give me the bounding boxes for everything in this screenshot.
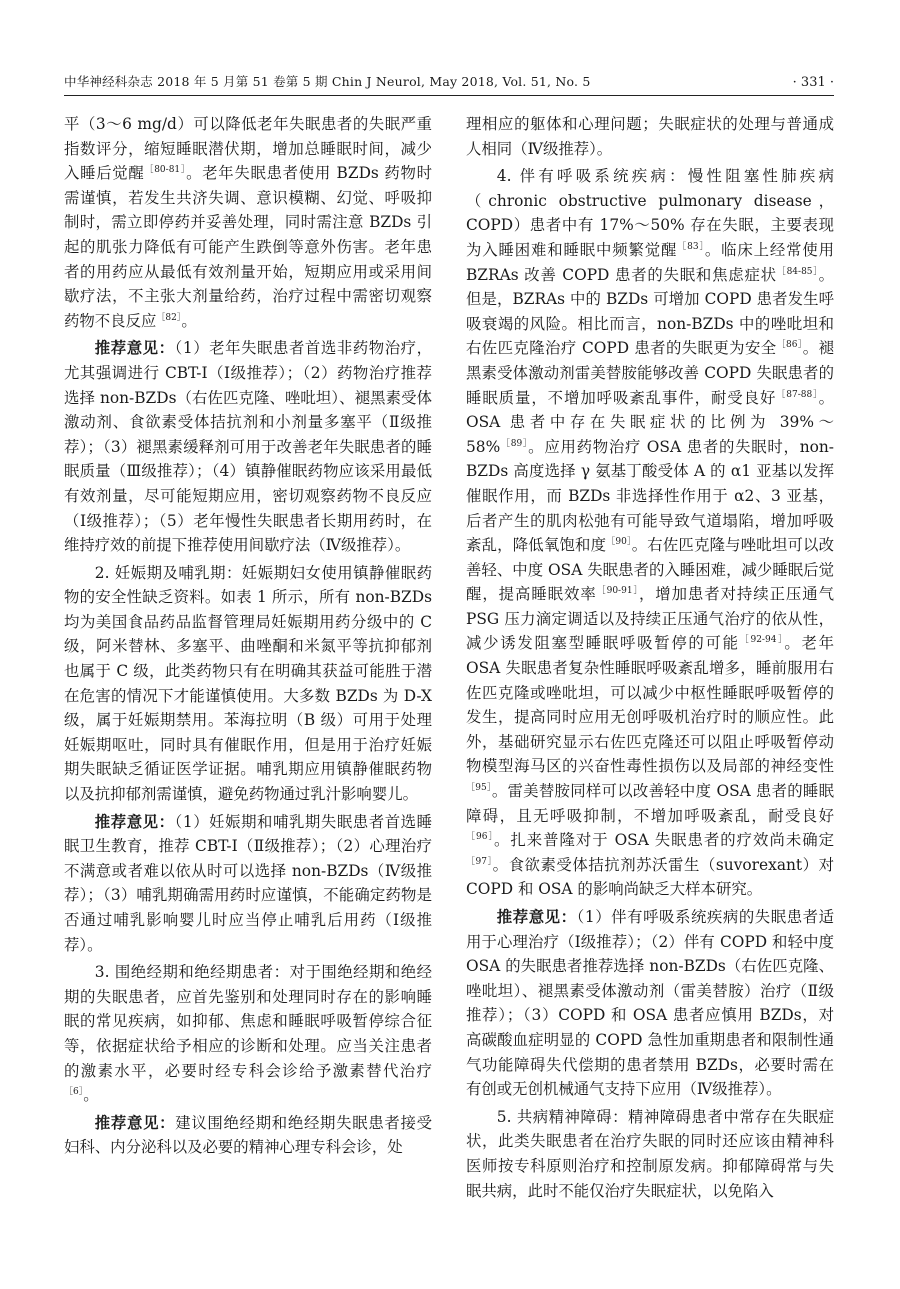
paragraph-menopause-cont: 理相应的躯体和心理问题；失眠症状的处理与普通成人相同（Ⅳ级推荐）。 — [466, 115, 834, 158]
citation-ref: ［90］ — [606, 536, 632, 547]
left-column — [64, 112, 432, 1163]
citation-ref: ［83］ — [677, 241, 705, 252]
paragraph-menopause: 3. 围绝经期和绝经期患者：对于围绝经期和绝经期的失眠患者，应首先鉴别和处理同时存在的影响睡眠的常见疾病，如抑郁、焦虑和睡眠呼吸暂停综合征等，依据症状给予相应的诊断和处理。应当关注患者的激素水平，必要时经专科会诊给予激素替代治疗$^{[6]}$。 — [64, 963, 432, 1105]
citation-ref: ［6］ — [64, 1087, 84, 1098]
citation-ref: ［87-88］ — [776, 389, 819, 400]
page-number: · 331 · — [792, 75, 834, 90]
citation-ref: ［92-94］ — [739, 635, 785, 646]
recommendation-label: 推荐意见： — [496, 908, 577, 926]
running-header — [64, 72, 834, 96]
citation-ref: ［97］ — [466, 856, 493, 867]
recommendation-pregnancy: 推荐意见：（1）妊娠期和哺乳期失眠患者首选睡眠卫生教育，推荐 CBT-I（Ⅱ级推荐）；（2）心理治疗不满意或者难以依从时可以选择 non-BZDs（Ⅳ级推荐）；（3）哺乳期确需用药时应谨慎，不能确定药物是否通过哺乳影响婴儿时应当停止哺乳后用药（Ⅰ级推荐）。 — [64, 812, 432, 954]
right-column — [466, 112, 834, 1206]
citation-ref: ［90-91］ — [596, 586, 639, 597]
citation-ref: ［86］ — [776, 340, 803, 351]
recommendation-menopause: 推荐意见：建议围绝经期和绝经期失眠患者接受妇科、内分泌科以及必要的精神心理专科会诊，处 — [64, 1113, 432, 1157]
paragraph-pregnancy: 2. 妊娠期及哺乳期：妊娠期妇女使用镇静催眠药物的安全性缺乏资料。如表 1 所示，所有 non-BZDs 均为美国食品药品监督管理局妊娠期用药分级中的 C 级，阿米替林、多塞平、曲唑酮和米氮平等抗抑郁剂也属于 C 级，此类药物只有在明确其获益可能胜于潜在危害的情况下才能谨慎使用。大多数 BZDs 为 D-X 级，属于妊娠期禁用。苯海拉明（B 级）可用于处理妊娠期呕吐，同时具有催眠作用，但是用于治疗妊娠期失眠缺乏循证医学证据。哺乳期应用镇静催眠药物以及抗抑郁剂需谨慎，避免药物通过乳汁影响婴儿。 — [64, 563, 432, 804]
citation-ref: ［82］ — [156, 312, 182, 323]
paragraph-elderly-drugs: 平（3～6 mg/d）可以降低老年失眠患者的失眠严重指数评分，缩短睡眠潜伏期，增加总睡眠时间，减少入睡后觉醒$^{[80-81]}$。老年失眠患者使用 BZDs 药物时需谨慎，若发生共济失调、意识模糊、幻觉、呼吸抑制时，需立即停药并妥善处理，同时需注意 BZDs 引起的肌张力降低有可能产生跌倒等意外伤害。老年患者的用药应从最低有效剂量开始，短期应用或采用间歇疗法，不主张大剂量给药，治疗过程中需密切观察药物不良反应$^{[82]}$。 — [64, 115, 432, 330]
recommendation-label: 推荐意见： — [94, 339, 175, 358]
citation-ref: ［89］ — [500, 438, 529, 449]
journal-citation: 中华神经科杂志 2018 年 5 月第 51 卷第 5 期 Chin J Neurol, May 2018, Vol. 51, No. 5 — [64, 74, 591, 89]
paragraph-respiratory: 4. 伴有呼吸系统疾病：慢性阻塞性肺疾病（chronic obstructive pulmonary disease，COPD）患者中有 17%～50% 存在失眠，主要表现为入睡困难和睡眠中频繁觉醒$^{[83]}$。临床上经常使用 BZRAs 改善 COPD 患者的失眠和焦虑症状$^{[84-85]}$。但是，BZRAs 中的 BZDs 可增加 COPD 患者发生呼吸衰竭的风险。相比而言，non-BZDs 中的唑吡坦和右佐匹克隆治疗 COPD 患者的失眠更为安全$^{[86]}$。褪黑素受体激动剂雷美替胺能够改善 COPD 失眠患者的睡眠质量，不增加呼吸紊乱事件，耐受良好$^{[87-88]}$。OSA 患者中存在失眠症状的比例为 39%～58%$^{[89]}$。应用药物治疗 OSA 患者的失眠时，non-BZDs 高度选择 γ 氨基丁酸受体 A 的 α1 亚基以发挥催眠作用，而 BZDs 非选择性作用于 α2、3 亚基，后者产生的肌肉松弛有可能导致气道塌陷，增加呼吸紊乱，降低氧饱和度$^{[90]}$。右佐匹克隆与唑吡坦可以改善轻、中度 OSA 失眠患者的入睡困难，减少睡眠后觉醒，提高睡眠效率$^{[90-91]}$，增加患者对持续正压通气 PSG 压力滴定调适以及持续正压通气治疗的依从性，减少诱发阻塞型睡眠呼吸暂停的可能$^{[92-94]}$。老年 OSA 失眠患者复杂性睡眠呼吸紊乱增多，睡前服用右佐匹克隆或唑吡坦，可以减少中枢性睡眠呼吸暂停的发生，提高同时应用无创呼吸机治疗时的顺应性。此外，基础研究显示右佐匹克隆还可以阻止呼吸暂停动物模型海马区的兴奋性毒性损伤以及局部的神经变性$^{[95]}$。雷美替胺同样可以改善轻中度 OSA 患者的睡眠障碍，且无呼吸抑制，不增加呼吸紊乱，耐受良好$^{[96]}$。扎来普隆对于 OSA 失眠患者的疗效尚未确定$^{[97]}$。食欲素受体拮抗剂苏沃雷生（suvorexant）对 COPD 和 OSA 的影响尚缺乏大样本研究。 — [466, 167, 835, 899]
citation-ref: ［95］ — [466, 782, 492, 793]
recommendation-label: 推荐意见： — [94, 1113, 176, 1132]
recommendation-respiratory: 推荐意见：（1）伴有呼吸系统疾病的失眠患者适用于心理治疗（Ⅰ级推荐）；（2）伴有 COPD 和轻中度 OSA 的失眠患者推荐选择 non-BZDs（右佐匹克隆、唑吡坦）、褪黑素受体激动剂（雷美替胺）治疗（Ⅱ级推荐）；（3）COPD 和 OSA 患者应慎用 BZDs，对高碳酸血症明显的 COPD 急性加重期患者和限制性通气功能障碍失代偿期的患者禁用 BZDs，必要时需在有创或无创机械通气支持下应用（Ⅳ级推荐）。 — [466, 908, 834, 1099]
citation-ref: ［80-81］ — [144, 165, 187, 176]
recommendation-label: 推荐意见： — [94, 812, 175, 831]
paragraph-psychiatric: 5. 共病精神障碍：精神障碍患者中常存在失眠症状，此类失眠患者在治疗失眠的同时还应该由精神科医师按专科原则治疗和控制原发病。抑郁障碍常与失眠共病，此时不能仅治疗失眠症状，以免陷入 — [466, 1107, 834, 1200]
recommendation-elderly: 推荐意见：（1）老年失眠患者首选非药物治疗，尤其强调进行 CBT-I（Ⅰ级推荐）；（2）药物治疗推荐选择 non-BZDs（右佐匹克隆、唑吡坦）、褪黑素受体激动剂、食欲素受体拮抗剂和小剂量多塞平（Ⅱ级推荐）；（3）褪黑素缓释剂可用于改善老年失眠患者的睡眠质量（Ⅲ级推荐）；（4）镇静催眠药物应该采用最低有效剂量，尽可能短期应用，密切观察药物不良反应（Ⅰ级推荐）；（5）老年慢性失眠患者长期用药时，在维持疗效的前提下推荐使用间歇疗法（Ⅳ级推荐）。 — [64, 339, 432, 555]
citation-ref: ［84-85］ — [776, 266, 819, 277]
citation-ref: ［96］ — [466, 832, 494, 843]
